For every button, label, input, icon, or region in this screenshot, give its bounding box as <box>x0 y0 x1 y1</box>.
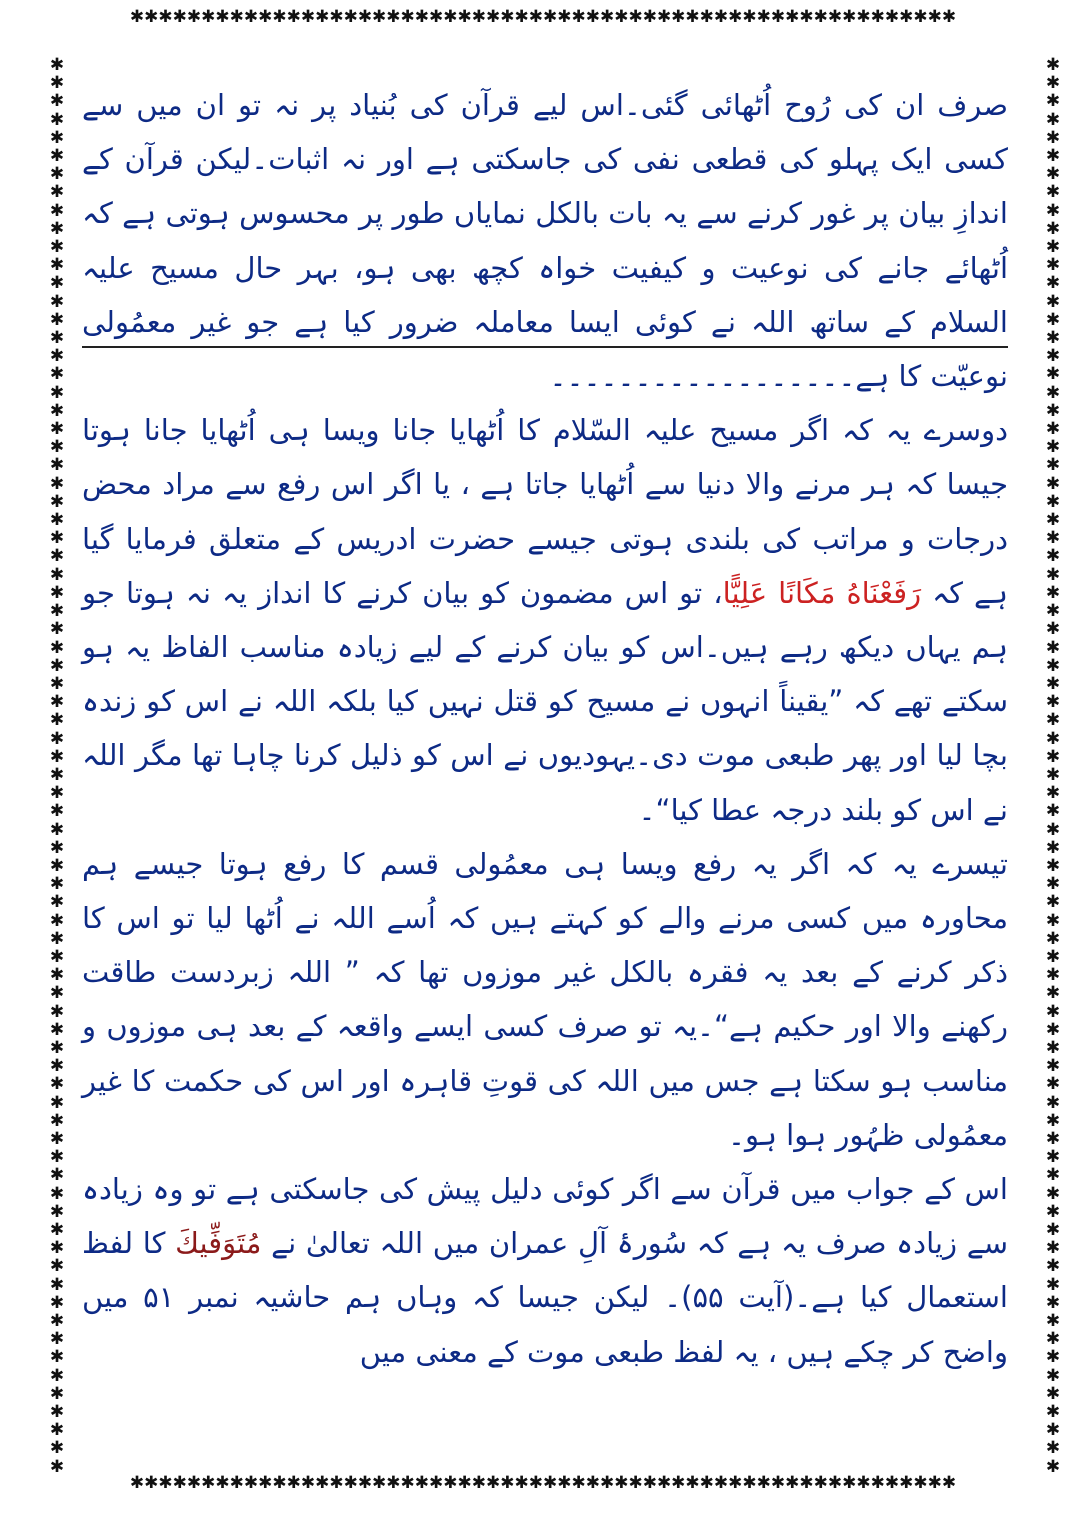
paragraph-1-tail: ۔۔۔۔۔۔۔۔۔۔۔۔۔۔۔۔۔۔ <box>549 359 856 394</box>
decorative-border-right: ✱ ✱ ✱ ✱ ✱ ✱ ✱ ✱ ✱ ✱ ✱ ✱ ✱ ✱ ✱ ✱ ✱ ✱ ✱ ✱ ✱ ✱ ✱ ✱ ✱ ✱ ✱ ✱ ✱ ✱ ✱ ✱ ✱ ✱ ✱ ✱ ✱ ✱ ✱ ✱ ✱ ✱ ✱ ✱ ✱ ✱ ✱ ✱ ✱ ✱ ✱ ✱ ✱ ✱ ✱ ✱ ✱ ✱ ✱ ✱ ✱ ✱ ✱ ✱ ✱ ✱ ✱ ✱ ✱ ✱ ✱ ✱ ✱ ✱ ✱ ✱ ✱ ✱ <box>1045 56 1061 1477</box>
paragraph-4-before: اس کے جواب میں قرآن سے اگر کوئی دلیل پیش کی جاسکتی ہے تو وہ زیادہ سے زیادہ صرف یہ ہے کہ سُورۂ آلِ عمران میں اللہ تعالیٰ نے <box>82 1172 1008 1261</box>
paragraph-1 <box>82 78 1008 403</box>
decorative-border-top: ✱✱✱✱✱✱✱✱✱✱✱✱✱✱✱✱✱✱✱✱✱✱✱✱✱✱✱✱✱✱✱✱✱✱✱✱✱✱✱✱✱✱✱✱✱✱✱✱✱✱✱✱✱✱✱✱✱✱ <box>129 7 957 27</box>
paragraph-4 <box>82 1162 1008 1379</box>
paragraph-2 <box>82 403 1008 837</box>
paragraph-1-text: صرف ان کی رُوح اُٹھائی گئی۔اس لیے قرآن کی بُنیاد پر نہ تو ان میں سے کسی ایک پہلو کی قطعی نفی کی جاسکتی ہے اور نہ اثبات۔لیکن قرآن کے اندازِ بیان پر غور کرنے سے یہ بات بالکل نمایاں طور پر محسوس ہوتی ہے کہ اُٹھائے جانے کی نوعیت و کیفیت خواہ کچھ بھی ہو، بہر حال مسیح علیہ السلام کے ساتھ اللہ نے کوئی ایسا معاملہ ضرور کیا ہے جو غیر معمُولی نوعیّت کا ہے <box>82 88 1008 394</box>
decorative-border-left: ✱ ✱ ✱ ✱ ✱ ✱ ✱ ✱ ✱ ✱ ✱ ✱ ✱ ✱ ✱ ✱ ✱ ✱ ✱ ✱ ✱ ✱ ✱ ✱ ✱ ✱ ✱ ✱ ✱ ✱ ✱ ✱ ✱ ✱ ✱ ✱ ✱ ✱ ✱ ✱ ✱ ✱ ✱ ✱ ✱ ✱ ✱ ✱ ✱ ✱ ✱ ✱ ✱ ✱ ✱ ✱ ✱ ✱ ✱ ✱ ✱ ✱ ✱ ✱ ✱ ✱ ✱ ✱ ✱ ✱ ✱ ✱ ✱ ✱ ✱ ✱ ✱ ✱ <box>49 56 65 1477</box>
paragraph-3-text: تیسرے یہ کہ اگر یہ رفع ویسا ہی معمُولی قسم کا رفع ہوتا جیسے ہم محاورہ میں کسی مرنے والے کو کہتے ہیں کہ اُسے اللہ نے اُٹھا لیا تو اس کا ذکر کرنے کے بعد یہ فقرہ بالکل غیر موزوں تھا کہ ” اللہ زبردست طاقت رکھنے والا اور حکیم ہے“۔یہ تو صرف کسی ایسے واقعہ کے بعد ہی موزوں و مناسب ہو سکتا ہے جس میں اللہ کی قوتِ قاہرہ اور اس کی حکمت کا غیر معمُولی ظہُور ہوا ہو۔ <box>82 846 1008 1152</box>
paragraph-3 <box>82 837 1008 1162</box>
article-body <box>82 78 1008 1379</box>
decorative-border-bottom: ✱✱✱✱✱✱✱✱✱✱✱✱✱✱✱✱✱✱✱✱✱✱✱✱✱✱✱✱✱✱✱✱✱✱✱✱✱✱✱✱✱✱✱✱✱✱✱✱✱✱✱✱✱✱✱✱✱✱ <box>129 1473 957 1493</box>
paragraph-2-after: ، تو اس مضمون کو بیان کرنے کا انداز یہ نہ ہوتا جو ہم یہاں دیکھ رہے ہیں۔اس کو بیان کرنے کے لیے زیادہ مناسب الفاظ یہ ہو سکتے تھے کہ ”یقیناً انہوں نے مسیح کو قتل نہیں کیا بلکہ اللہ نے اس کو زندہ بچا لیا اور پھر طبعی موت دی۔یہودیوں نے اس کو ذلیل کرنا چاہا تھا مگر اللہ نے اس کو بلند درجہ عطا کیا“۔ <box>82 575 1008 827</box>
quranic-phrase-rafanahu: رَفَعْنَاهُ مَكَانًا عَلِيًّا <box>722 575 922 610</box>
quranic-word-mutawaffika: مُتَوَفِّيكَ <box>175 1226 262 1261</box>
paragraph-4-after: کا لفظ استعمال کیا ہے۔(آیت ۵۵)۔ لیکن جیسا کہ وہاں ہم حاشیہ نمبر ۵۱ میں واضح کر چکے ہیں ، یہ لفظ طبعی موت کے معنی میں <box>82 1226 1008 1369</box>
paragraph-2-before: دوسرے یہ کہ اگر مسیح علیہ السّلام کا اُٹھایا جانا ویسا ہی اُٹھایا جانا ہوتا جیسا کہ ہر مرنے والا دنیا سے اُٹھایا جاتا ہے ، یا اگر اس رفع سے مراد محض درجات و مراتب کی بلندی ہوتی جیسے حضرت ادریس کے متعلق فرمایا گیا ہے کہ <box>82 413 1008 610</box>
